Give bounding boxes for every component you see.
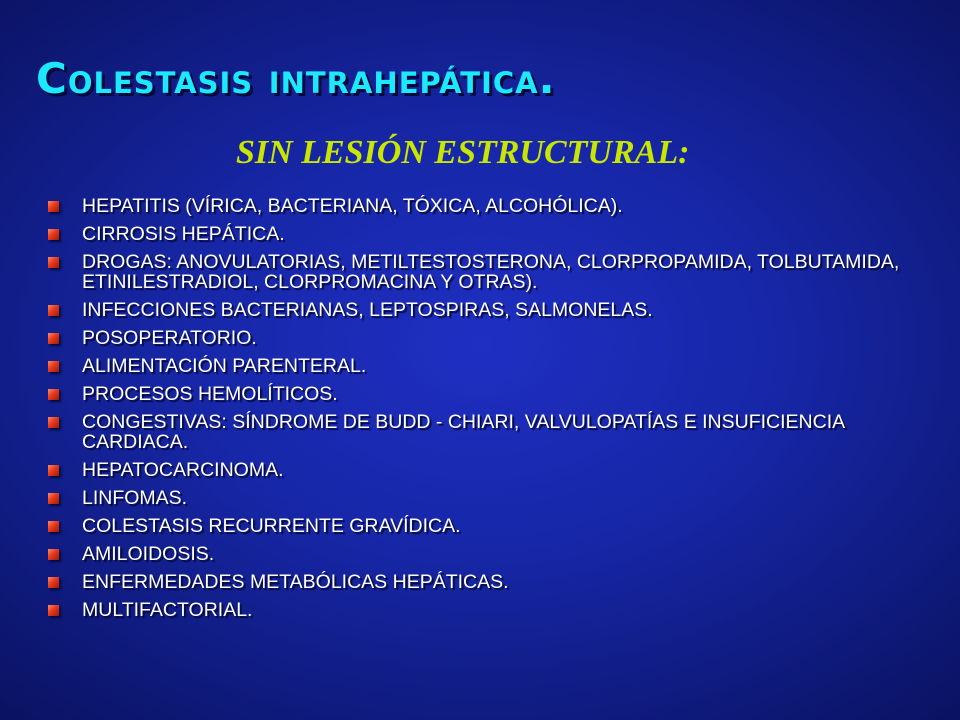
- list-item-text: ENFERMEDADES METABÓLICAS HEPÁTICAS.: [82, 571, 509, 593]
- list-item-text: HEPATITIS (VÍRICA, BACTERIANA, TÓXICA, ALCOHÓLICA).: [82, 195, 623, 217]
- list-item: [42, 488, 922, 508]
- square-bullet-icon: [48, 229, 59, 240]
- slide-title: Colestasis intrahepática.: [36, 54, 556, 103]
- list-item: [42, 300, 922, 320]
- list-item-text: POSOPERATORIO.: [82, 327, 257, 349]
- list-item-text: HEPATOCARCINOMA.: [82, 459, 284, 481]
- square-bullet-icon: [48, 417, 59, 428]
- list-item-text: INFECCIONES BACTERIANAS, LEPTOSPIRAS, SALMONELAS.: [82, 299, 653, 321]
- list-item-text: CONGESTIVAS: SÍNDROME DE BUDD - CHIARI, VALVULOPATÍAS E INSUFICIENCIA CARDIACA.: [82, 411, 845, 453]
- list-item: [42, 544, 922, 564]
- list-item: [42, 224, 922, 244]
- list-item: [42, 328, 922, 348]
- slide-subtitle: SIN LESIÓN ESTRUCTURAL:: [236, 134, 690, 171]
- list-item: [42, 252, 922, 292]
- list-item-text: COLESTASIS RECURRENTE GRAVÍDICA.: [82, 515, 461, 537]
- list-item-text: PROCESOS HEMOLÍTICOS.: [82, 383, 338, 405]
- cause-list: [42, 196, 922, 628]
- list-item-text: MULTIFACTORIAL.: [82, 599, 253, 621]
- square-bullet-icon: [48, 521, 59, 532]
- list-item: [42, 600, 922, 620]
- list-item: [42, 412, 922, 452]
- list-item: [42, 460, 922, 480]
- square-bullet-icon: [48, 605, 59, 616]
- list-item-text: LINFOMAS.: [82, 487, 188, 509]
- square-bullet-icon: [48, 549, 59, 560]
- list-item: [42, 384, 922, 404]
- square-bullet-icon: [48, 333, 59, 344]
- list-item: [42, 356, 922, 376]
- square-bullet-icon: [48, 493, 59, 504]
- list-item-text: CIRROSIS HEPÁTICA.: [82, 223, 285, 245]
- list-item: [42, 196, 922, 216]
- list-item-text: AMILOIDOSIS.: [82, 543, 215, 565]
- square-bullet-icon: [48, 361, 59, 372]
- list-item: [42, 516, 922, 536]
- square-bullet-icon: [48, 465, 59, 476]
- square-bullet-icon: [48, 577, 59, 588]
- square-bullet-icon: [48, 305, 59, 316]
- square-bullet-icon: [48, 257, 59, 268]
- square-bullet-icon: [48, 201, 59, 212]
- list-item: [42, 572, 922, 592]
- list-item-text: ALIMENTACIÓN PARENTERAL.: [82, 355, 367, 377]
- list-item-text: DROGAS: ANOVULATORIAS, METILTESTOSTERONA, CLORPROPAMIDA, TOLBUTAMIDA, ETINILESTRADIOL, CLORPROMACINA Y OTRAS).: [82, 251, 900, 293]
- square-bullet-icon: [48, 389, 59, 400]
